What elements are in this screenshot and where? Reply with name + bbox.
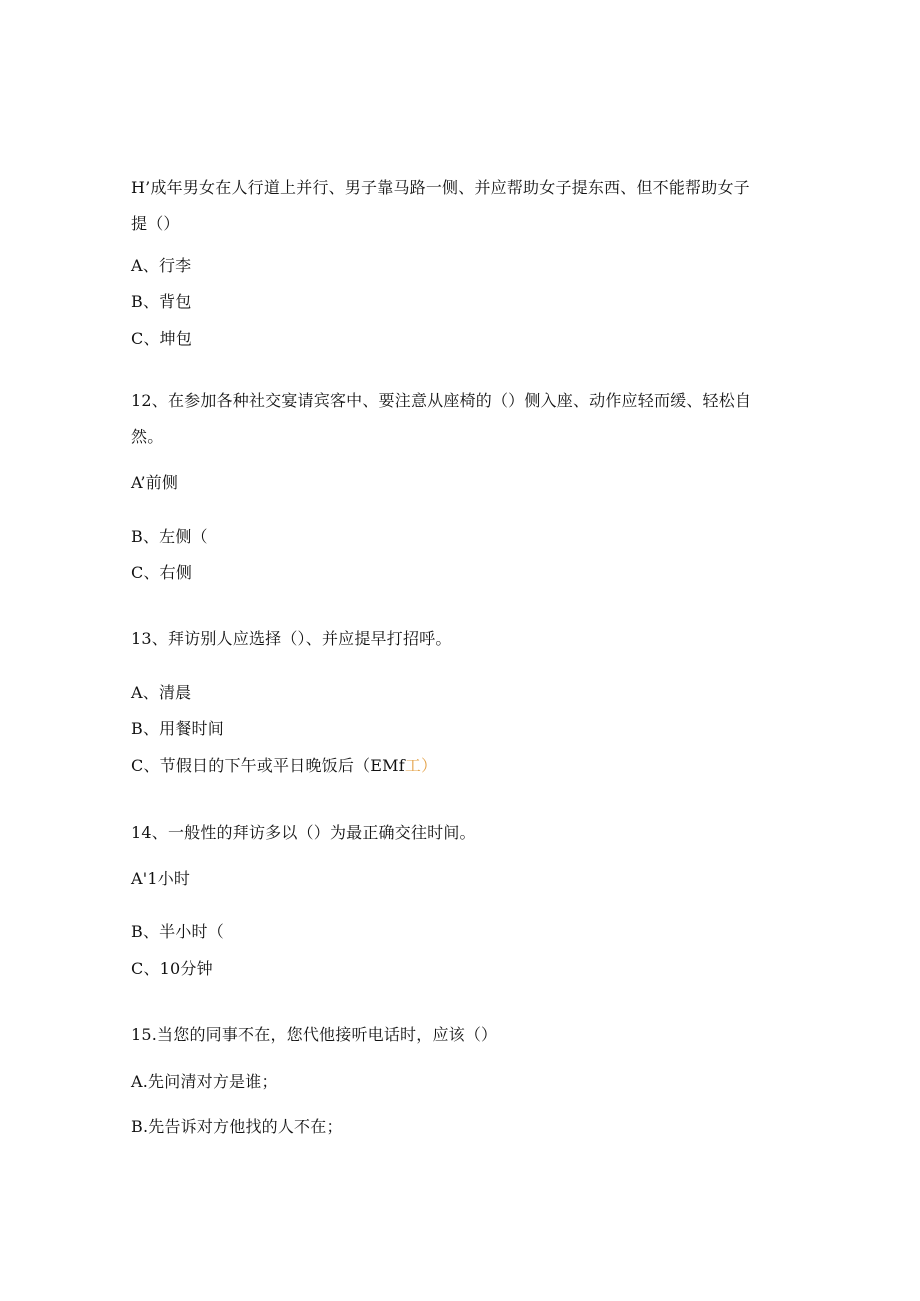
question-14-option-c: C、10分钟: [131, 959, 213, 978]
question-12-stem-line2: 然。: [131, 427, 164, 446]
question-15-option-a: A.先问清对方是谁；: [131, 1072, 278, 1091]
question-14-option-b: B、半小时（: [131, 922, 224, 941]
question-11-stem-line1: H’成年男女在人行道上并行、男子靠马路一侧、并应帮助女子提东西、但不能帮助女子: [131, 178, 750, 197]
question-13-option-a: A、清晨: [131, 683, 192, 702]
question-12-stem-line1: 12、在参加各种社交宴请宾客中、要注意从座椅的（）侧入座、动作应轻而缓、轻松自: [131, 391, 752, 410]
question-12-option-b: B、左侧（: [131, 527, 208, 546]
question-15-option-b: B.先告诉对方他找的人不在；: [131, 1117, 343, 1136]
question-13-stem: 13、拜访别人应选择（）、并应提早打招呼。: [131, 629, 452, 648]
question-11-option-a: A、行李: [131, 256, 192, 275]
question-14-stem: 14、一般性的拜访多以（）为最正确交往时间。: [131, 823, 476, 842]
question-13-option-c-text: C、节假日的下午或平日晚饭后（EMf: [131, 756, 405, 775]
question-11-option-b: B、背包: [131, 292, 192, 311]
question-11-option-c: C、坤包: [131, 329, 193, 348]
question-14-option-a: A'1小时: [131, 869, 191, 888]
question-12-option-a: A’前侧: [131, 473, 179, 492]
question-13-option-c: [131, 756, 437, 776]
question-12-option-c: C、右侧: [131, 563, 193, 582]
question-11-stem-line2: 提（）: [131, 214, 180, 233]
question-13-option-c-accent: 工）: [404, 756, 438, 775]
question-13-option-b: B、用餐时间: [131, 719, 224, 738]
question-15-stem: 15.当您的同事不在，您代他接听电话时，应该（）: [131, 1025, 498, 1044]
